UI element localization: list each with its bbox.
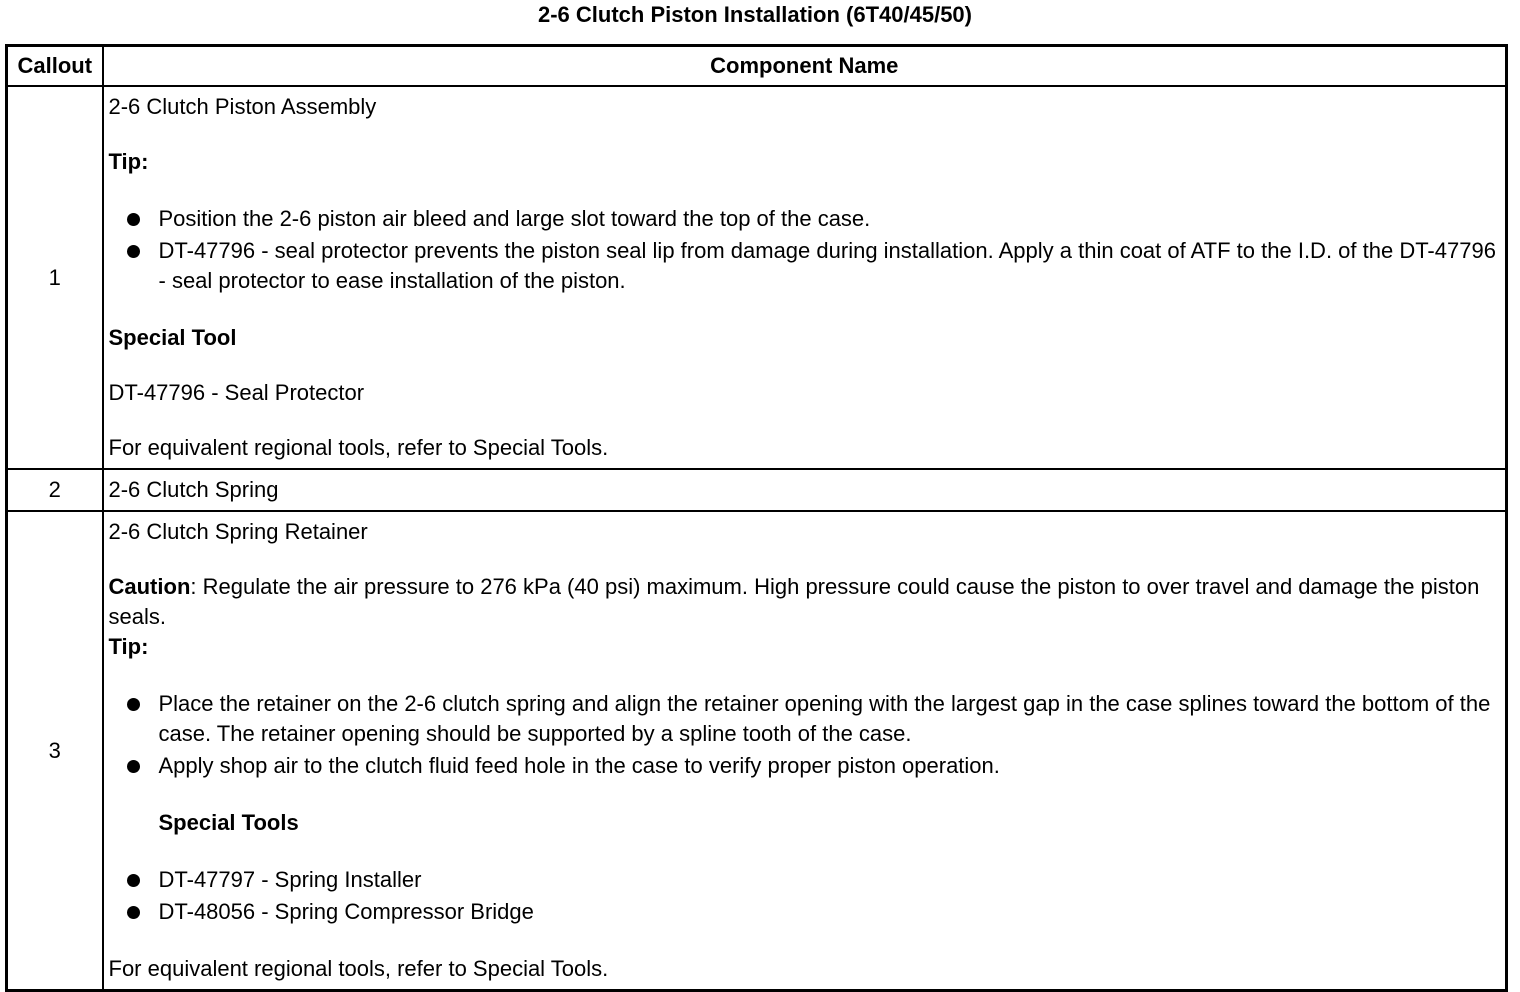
tip-text: Place the retainer on the 2-6 clutch spring and align the retainer opening with the largest gap in the case splines toward the bottom of the case. The retainer opening should be supported by a spline tooth of the case. xyxy=(158,691,1491,746)
callout-column-header: Callout xyxy=(7,46,103,87)
table-header-row xyxy=(7,46,1507,87)
tip-text: DT-47796 - seal protector prevents the piston seal lip from damage during installation. Apply a thin coat of ATF to the I.D. of the DT-47796 - seal protector to ease installation of the piston. xyxy=(158,238,1496,293)
component-name-column-header: Component Name xyxy=(103,46,1507,87)
bullet-icon xyxy=(127,906,140,919)
component-name: 2-6 Clutch Piston Assembly xyxy=(108,94,377,119)
special-tool-label: Special Tool xyxy=(108,325,237,350)
bullet-icon xyxy=(127,760,140,773)
special-tool-text: DT-47797 - Spring Installer xyxy=(158,867,422,892)
list-item xyxy=(109,751,1500,781)
caution-label: Caution xyxy=(108,574,191,599)
regional-tools-note: For equivalent regional tools, refer to Special Tools. xyxy=(108,956,609,981)
tip-text: Position the 2-6 piston air bleed and large slot toward the top of the case. xyxy=(158,206,871,231)
special-tool-text: DT-47796 - Seal Protector xyxy=(108,380,365,405)
component-name: 2-6 Clutch Spring xyxy=(108,477,279,502)
bullet-icon xyxy=(127,874,140,887)
tip-list xyxy=(109,204,1500,296)
list-item xyxy=(109,689,1500,749)
list-item xyxy=(109,897,1500,927)
tip-text: Apply shop air to the clutch fluid feed hole in the case to verify proper piston operation. xyxy=(158,753,1000,778)
caution-text: : Regulate the air pressure to 276 kPa (40 psi) maximum. High pressure could cause the piston to over travel and damage the piston seals. xyxy=(108,574,1480,629)
component-cell xyxy=(103,86,1507,469)
component-cell xyxy=(103,511,1507,991)
component-name: 2-6 Clutch Spring Retainer xyxy=(108,519,368,544)
components-table xyxy=(5,44,1508,992)
callout-number: 3 xyxy=(7,511,103,991)
caution-paragraph xyxy=(109,572,1500,632)
callout-number: 1 xyxy=(7,86,103,469)
list-item xyxy=(109,204,1500,234)
bullet-icon xyxy=(127,245,140,258)
table-row xyxy=(7,86,1507,469)
bullet-icon xyxy=(127,698,140,711)
regional-tools-note: For equivalent regional tools, refer to Special Tools. xyxy=(108,435,609,460)
special-tools-label: Special Tools xyxy=(158,810,299,835)
component-cell xyxy=(103,469,1507,511)
special-tools-list xyxy=(109,865,1500,927)
tip-label: Tip: xyxy=(108,149,149,174)
list-item xyxy=(109,865,1500,895)
table-row xyxy=(7,469,1507,511)
tip-list xyxy=(109,689,1500,781)
bullet-icon xyxy=(127,213,140,226)
tip-label: Tip: xyxy=(108,634,149,659)
table-row xyxy=(7,511,1507,991)
page-title: 2-6 Clutch Piston Installation (6T40/45/50) xyxy=(538,2,972,27)
callout-number: 2 xyxy=(7,469,103,511)
special-tool-text: DT-48056 - Spring Compressor Bridge xyxy=(158,899,534,924)
list-item xyxy=(109,236,1500,296)
